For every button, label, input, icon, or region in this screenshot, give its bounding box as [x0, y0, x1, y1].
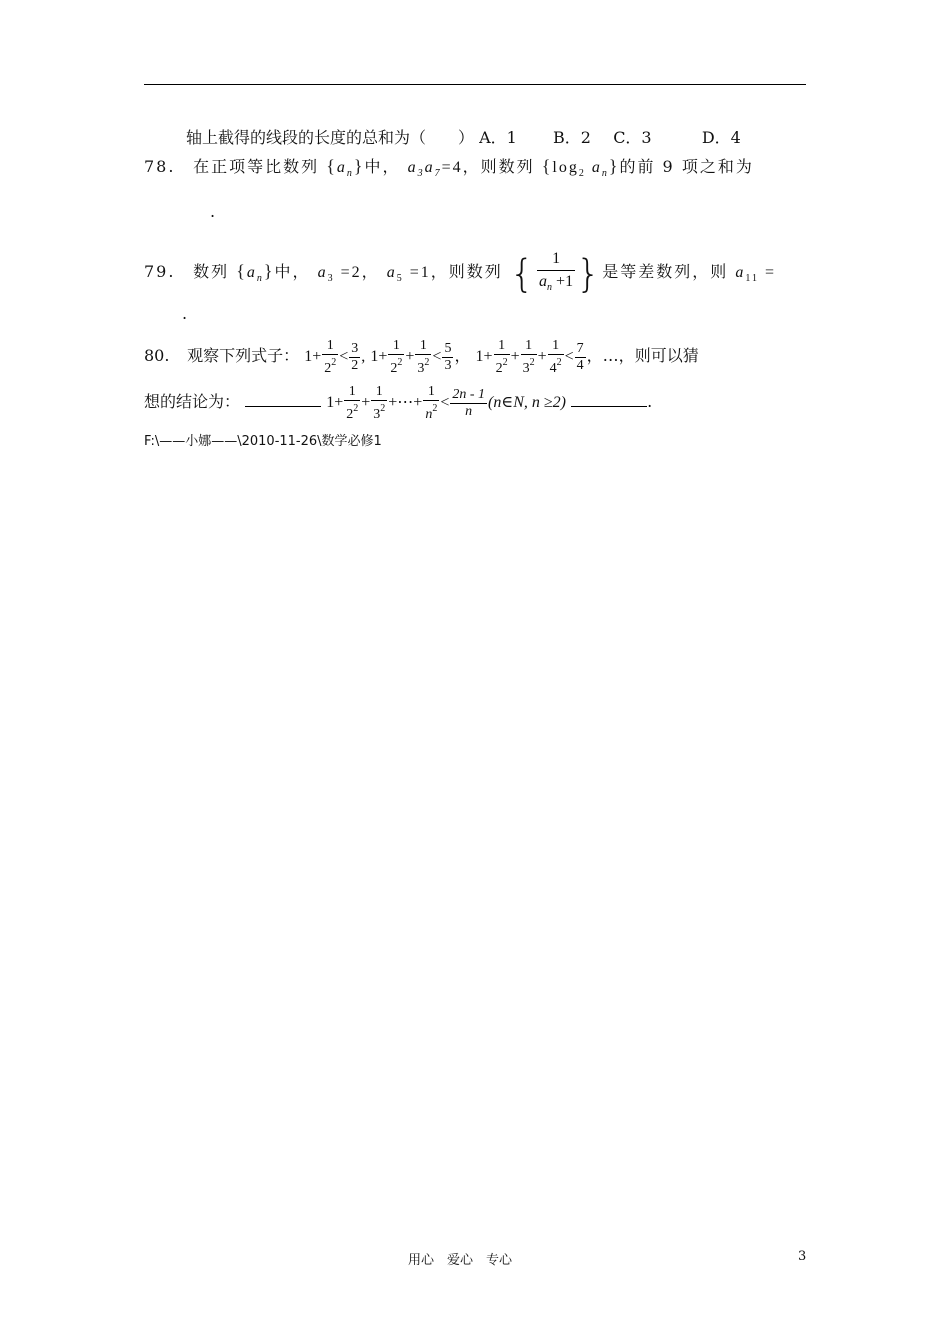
- question-80: 80. 观察下列式子： 1+ $\frac{1}{2^2}$ < $\frac{3}{2}$ , 1+ $\frac{1}{2^2}$ + $\frac{1}{3^2}$ < $\frac{5}{3}$ ， 1+ $\frac{1}{2^2}$ + $\frac{1}{3^2}$ + $\frac{1}{4^2}$ < $\frac{7}{4}$ ，…，则可以猜: [144, 338, 699, 376]
- option-b: B．2: [553, 128, 591, 147]
- question-number: 80.: [144, 346, 170, 366]
- option-a: A．1: [479, 128, 517, 147]
- inequality-3: 1+ $\frac{1}{2^2}$ + $\frac{1}{3^2}$ + $\frac{1}{4^2}$ < $\frac{7}{4}$: [475, 338, 584, 376]
- product-a3a7: $a_3a_7$: [407, 159, 442, 179]
- question-80-conclusion: 想的结论为： 1+ $\frac{1}{2^2}$ + $\frac{1}{3^2}$ +⋯+ $\frac{1}{n^2}$ < $\frac{2n - 1}{n}$ (n∈N, n ≥2) .: [144, 384, 653, 422]
- q77-continuation: 轴上截得的线段的长度的总和为（ ） A．1 B．2 C．3 D．4: [186, 128, 741, 147]
- reciprocal-sequence: { $\frac{1}{a_n +1}$ }: [509, 250, 603, 296]
- option-c: C．3: [613, 128, 652, 147]
- page-number: 3: [798, 1249, 807, 1264]
- a5-value: $a_5 =1$: [386, 264, 431, 285]
- question-number: 79.: [144, 262, 176, 282]
- answer-blank-right: [571, 392, 647, 407]
- inequality-2: 1+ $\frac{1}{2^2}$ + $\frac{1}{3^2}$ < $\frac{5}{3}$: [370, 338, 452, 376]
- sequence-an: $\{a_n\}$: [326, 156, 365, 179]
- a11-term: $a_{11}$ =: [735, 264, 777, 285]
- page-footer: 用心 爱心 专心: [408, 1253, 513, 1268]
- a3-value: $a_3 =2$: [317, 264, 362, 285]
- option-d: D．4: [701, 128, 741, 147]
- answer-dot-78: .: [210, 202, 216, 221]
- conclusion-inequality: 1+ $\frac{1}{2^2}$ + $\frac{1}{3^2}$ +⋯+ $\frac{1}{n^2}$ < $\frac{2n - 1}{n}$ (n∈N, n ≥2): [326, 384, 566, 422]
- question-79: 79. 数列 $\{a_n\}$中， $a_3 =2$， $a_5 =1$，则数列 { $\frac{1}{a_n +1}$ }是等差数列，则 $a_{11}$ =: [144, 250, 777, 296]
- inequality-1: 1+ $\frac{1}{2^2}$ < $\frac{3}{2}$ ,: [304, 338, 366, 376]
- question-78: 78. 在正项等比数列 $\{a_n\}$中， $a_3a_7=4$，则数列 {$\log_2$ $a_n$}的前 9 项之和为: [144, 156, 754, 179]
- log-sequence: {$\log_2$ $a_n$}: [541, 156, 620, 179]
- header-rule: [144, 84, 806, 85]
- file-path: F:\——小娜——\2010-11-26\数学必修1: [144, 434, 382, 449]
- sequence-an: $\{a_n\}$: [236, 261, 275, 285]
- answer-dot-79: .: [182, 304, 188, 323]
- answer-blank-left: [245, 392, 321, 407]
- question-number: 78.: [144, 157, 176, 176]
